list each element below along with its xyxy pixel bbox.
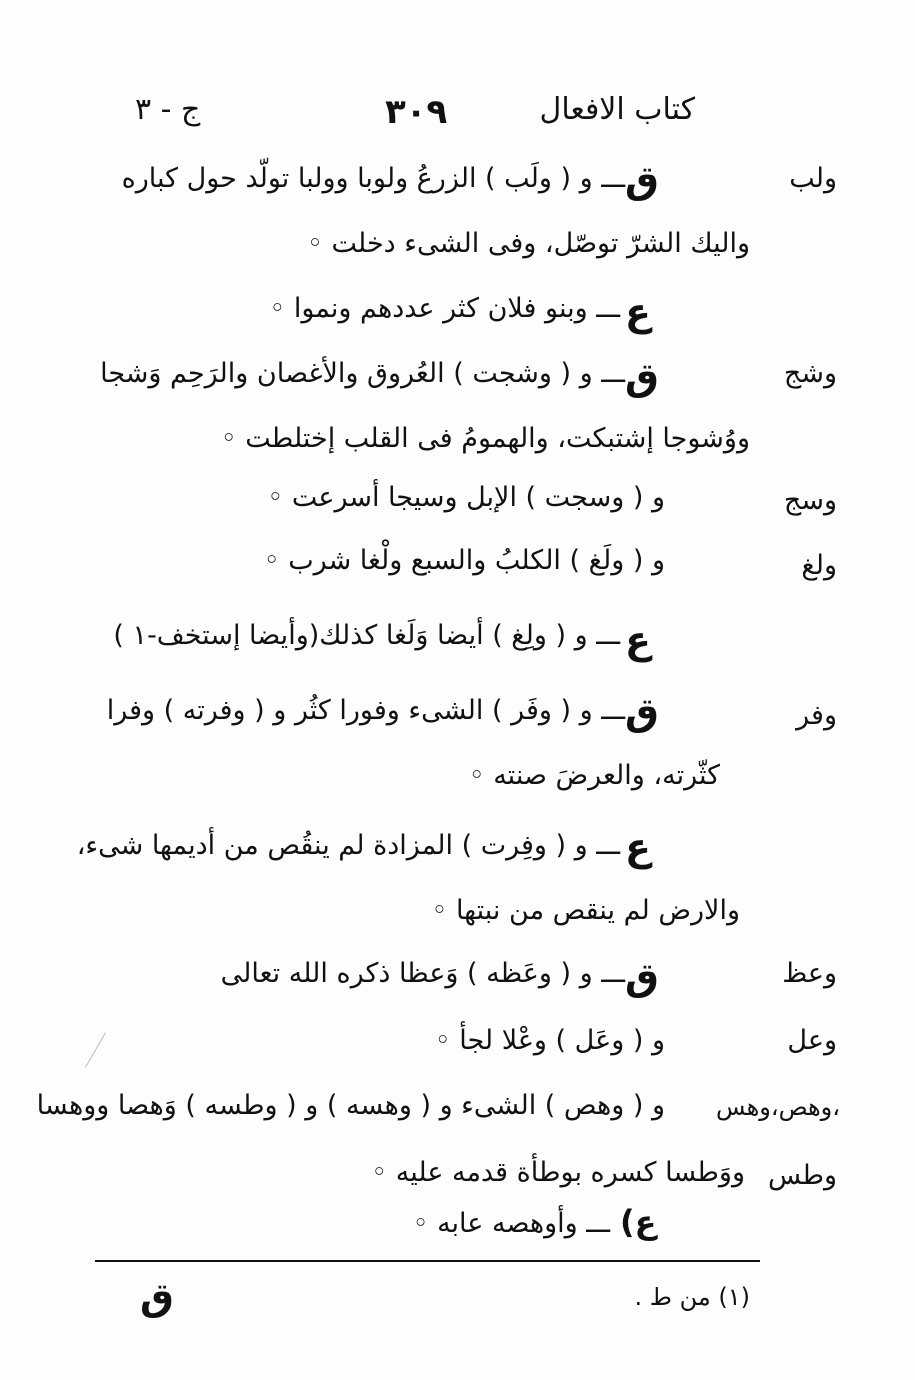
page-number: ٣٠٩ <box>385 92 448 132</box>
book-title: كتاب الافعال <box>539 92 695 127</box>
entry-line: ـــ وبنو فلان كثر عددهم ونموا ◦ <box>269 293 620 324</box>
qaf-mark: ق <box>625 158 659 202</box>
footnote-rule <box>95 1260 760 1262</box>
headword-wafar: وفر <box>796 700 837 731</box>
stray-pen-mark <box>85 1032 106 1067</box>
headword-wahas: وهص،وهس، <box>716 1093 840 1121</box>
headword-waaz: وعظ <box>782 958 837 989</box>
entry-line: والارض لم ينقص من نبتها ◦ <box>431 895 740 926</box>
entry-line: ـــ و ( ولَب ) الزرعُ ولوبا وولبا تولّد حول كباره <box>121 163 625 194</box>
volume-label: ج - ٣ <box>135 92 201 127</box>
entry-line: ـــ و ( وفَر ) الشىء وفورا كثُر و ( وفرته ) وفرا <box>106 695 625 726</box>
headword-washaj: وشج <box>783 358 837 389</box>
entry-line: واليك الشرّ توصّل، وفى الشىء دخلت ◦ <box>307 228 750 259</box>
entry-line: ووَطسا كسره بوطأة قدمه عليه ◦ <box>371 1157 745 1188</box>
headword-waal: وعل <box>787 1025 837 1056</box>
catchword: ق <box>140 1275 174 1319</box>
headword-walagh: ولغ <box>801 550 837 581</box>
entry-line: و ( وعَل ) وعْلا لجأ ◦ <box>434 1025 665 1056</box>
ain-mark: ع <box>625 825 651 869</box>
entry-line: كثّرته، والعرضَ صنته ◦ <box>468 760 720 791</box>
entry-line: ـــ و ( وفِرت ) المزادة لم ينقُص من أديمها شىء، <box>76 830 620 861</box>
entry-line: ووُشوجا إشتبكت، والهمومُ فى القلب إختلطت ◦ <box>220 423 750 454</box>
entry-line: و ( ولَغ ) الكلبُ والسبع ولْغا شرب ◦ <box>263 545 665 576</box>
ain-mark: ع <box>625 290 651 334</box>
entry-line: ـــ و ( ولِغ ) أيضا وَلَغا كذلك(وأيضا إستخف-١ ) <box>113 620 620 651</box>
entry-line: ـــ و ( وشجت ) العُروق والأغصان والرَحِم وَشجا <box>100 358 625 389</box>
headword-wasaj: وسج <box>783 485 837 516</box>
qaf-mark: ق <box>625 690 659 734</box>
headword-walab: ولب <box>789 163 837 194</box>
headword-watas: وطس <box>768 1160 837 1191</box>
qaf-mark: ق <box>625 955 659 999</box>
entry-line: ـــ و ( وعَظه ) وَعظا ذكره الله تعالى <box>220 958 625 989</box>
qaf-mark: ق <box>625 355 659 399</box>
entry-line: و ( وسجت ) الإبل وسيجا أسرعت ◦ <box>267 482 665 513</box>
ain-mark: (ع <box>620 1203 657 1241</box>
entry-line: ـــ وأوهصه عابه ◦ <box>412 1208 610 1239</box>
footnote: (١) من ط . <box>634 1283 750 1311</box>
entry-line: و ( وهص ) الشىء و ( وهسه ) و ( وطسه ) وَهصا ووهسا <box>36 1090 665 1121</box>
ain-mark: ع <box>625 618 651 662</box>
